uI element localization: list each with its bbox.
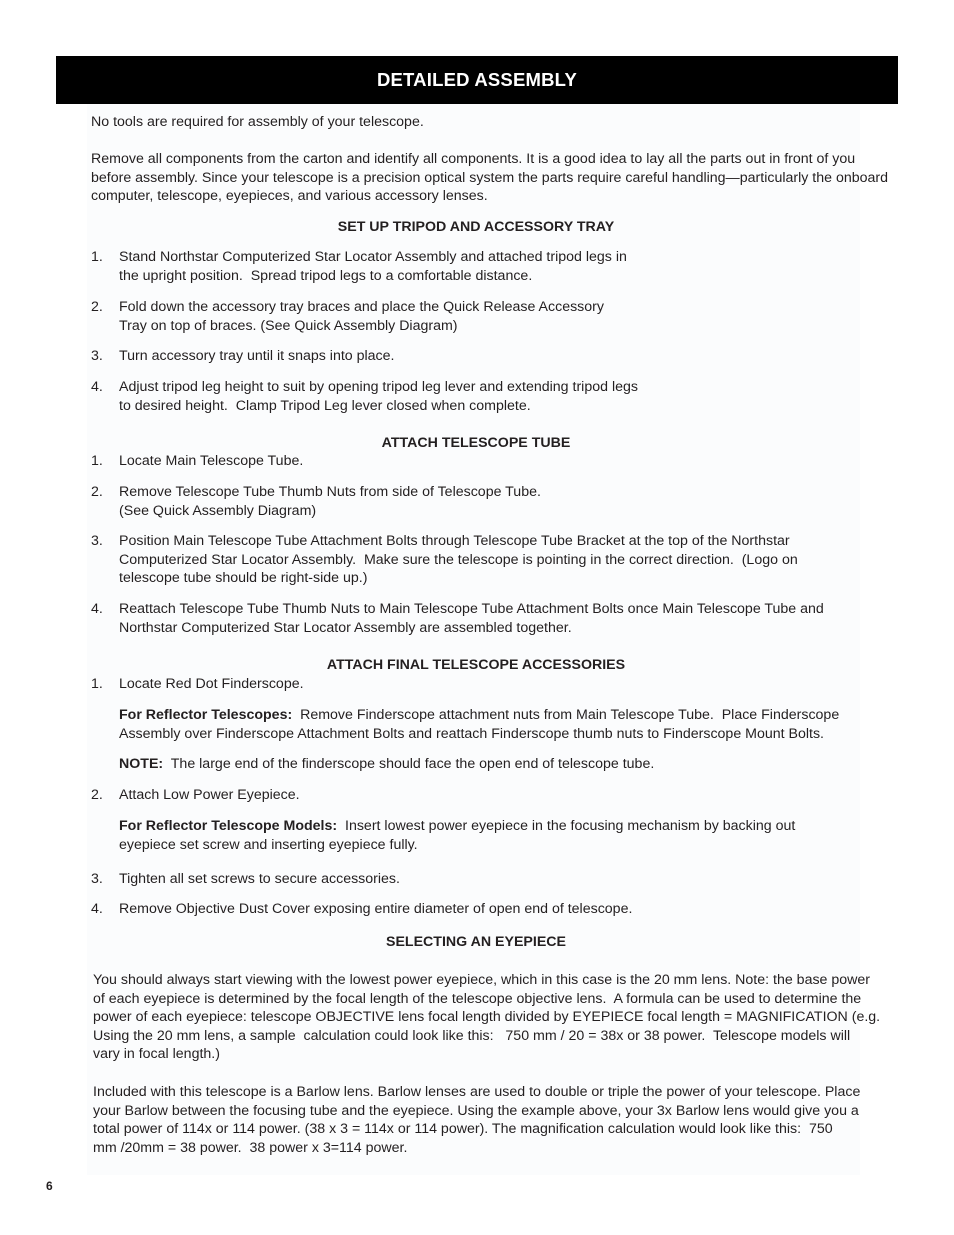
subheading-final-accessories: ATTACH FINAL TELESCOPE ACCESSORIES: [326, 657, 626, 673]
step-text: [119, 452, 303, 471]
page-number: 6: [46, 1179, 53, 1193]
barlow-paragraph: [93, 1083, 860, 1157]
step-text: [119, 600, 824, 637]
subheading-telescope-tube: ATTACH TELESCOPE TUBE: [381, 435, 571, 451]
text-line: Position Main Telescope Tube Attachment Bolts through Telescope Tube Bracket at the top of the Northstar: [119, 533, 790, 549]
text-line: Stand Northstar Computerized Star Locator Assembly and attached tripod legs in: [119, 249, 627, 265]
step-text: [119, 483, 541, 520]
step-number: 1.: [91, 676, 103, 692]
step-number: 3.: [91, 348, 103, 364]
finderscope-note: [119, 755, 654, 774]
text-line: (See Quick Assembly Diagram): [119, 502, 317, 519]
step-number: 3.: [91, 533, 103, 549]
step-number: 4.: [91, 901, 103, 917]
text-line: Turn accessory tray until it snaps into place.: [119, 348, 395, 364]
text-line: mm /20mm = 38 power. 38 power x 3=114 power.: [93, 1139, 408, 1156]
step-text: [119, 378, 638, 415]
note-label: For Reflector Telescope Models:: [119, 818, 338, 834]
intro-paragraph-2: [91, 150, 888, 206]
header-title: DETAILED ASSEMBLY: [376, 68, 578, 90]
reflector-models-note: [119, 817, 795, 854]
text-line: telescope tube should be right-side up.): [119, 570, 368, 587]
text-line: Locate Main Telescope Tube.: [119, 453, 304, 469]
step-text: Tighten all set screws to secure accessories.: [119, 871, 400, 887]
text-line: power of each eyepiece: telescope OBJECTIVE lens focal length divided by EYEPIECE focal length = MAGNIFICATION (e.g.: [93, 1009, 881, 1026]
step-text: [119, 532, 798, 588]
eyepiece-paragraph: [93, 971, 880, 1064]
step-number: 3.: [91, 871, 103, 887]
step-number: 4.: [91, 601, 103, 617]
subheading-selecting-eyepiece: SELECTING AN EYEPIECE: [385, 934, 566, 950]
text-line: of each eyepiece is determined by the focal length of the telescope objective lens. A formula can be used to determine the: [93, 990, 862, 1007]
note-label: NOTE:: [119, 756, 164, 772]
text-line: to desired height. Clamp Tripod Leg lever closed when complete.: [119, 397, 531, 414]
step-text: Remove Objective Dust Cover exposing entire diameter of open end of telescope.: [119, 901, 633, 917]
intro-paragraph-1: No tools are required for assembly of your telescope.: [91, 114, 424, 130]
step-text: [119, 298, 604, 335]
text-line: Using the 20 mm lens, a sample calculation could look like this: 750 mm / 20 = 38x or 38 power. Telescope models will: [93, 1027, 851, 1044]
text-line: vary in focal length.): [93, 1046, 220, 1063]
step-number: 2.: [91, 787, 103, 803]
note-text: Remove Finderscope attachment nuts from Main Telescope Tube. Place Finderscope: [292, 707, 840, 723]
text-line: Remove Telescope Tube Thumb Nuts from side of Telescope Tube.: [119, 484, 541, 500]
text-line: Included with this telescope is a Barlow lens. Barlow lenses are used to double or triple the power of your telescope. Place: [93, 1084, 861, 1100]
text-line: before assembly. Since your telescope is a precision optical system the parts require careful handling—particularly the onboard: [91, 169, 889, 186]
text-line: You should always start viewing with the lowest power eyepiece, which in this case is the 20 mm lens. Note: the base power: [93, 972, 871, 988]
text-line: Remove all components from the carton and identify all components. It is a good idea to lay all the parts out in front of you: [91, 151, 856, 167]
text-line: Tray on top of braces. (See Quick Assembly Diagram): [119, 317, 458, 334]
step-text: [119, 347, 394, 366]
step-text: Attach Low Power Eyepiece.: [119, 787, 300, 803]
note-text: Insert lowest power eyepiece in the focusing mechanism by backing out: [337, 818, 796, 834]
text-line: Fold down the accessory tray braces and place the Quick Release Accessory: [119, 299, 604, 315]
text-line: Northstar Computerized Star Locator Assembly are assembled together.: [119, 619, 572, 636]
step-number: 1.: [91, 249, 103, 265]
note-text: The large end of the finderscope should face the open end of telescope tube.: [163, 756, 655, 772]
note-label: For Reflector Telescopes:: [119, 707, 293, 723]
step-text: [119, 248, 627, 285]
text-line: total power of 114x or 114 power. (38 x 3 = 114x or 114 power). The magnification calculation would look like this: 750: [93, 1121, 833, 1138]
step-number: 1.: [91, 453, 103, 469]
step-number: 4.: [91, 379, 103, 395]
subheading-tripod: SET UP TRIPOD AND ACCESSORY TRAY: [337, 219, 615, 235]
text-line: the upright position. Spread tripod legs to a comfortable distance.: [119, 267, 533, 284]
reflector-telescopes-note: [119, 706, 839, 743]
note-text: eyepiece set screw and inserting eyepiece fully.: [119, 836, 418, 853]
step-number: 2.: [91, 484, 103, 500]
step-text: Locate Red Dot Finderscope.: [119, 676, 304, 692]
text-line: Reattach Telescope Tube Thumb Nuts to Main Telescope Tube Attachment Bolts once Main Telescope Tube and: [119, 601, 824, 617]
step-number: 2.: [91, 299, 103, 315]
text-line: your Barlow between the focusing tube and the eyepiece. Using the example above, your 3x Barlow lens would give you a: [93, 1102, 859, 1119]
text-line: Computerized Star Locator Assembly. Make sure the telescope is pointing in the correct direction. (Logo on: [119, 551, 798, 568]
text-line: computer, telescope, eyepieces, and various accessory lenses.: [91, 188, 488, 205]
section-header: [56, 56, 898, 104]
note-text: Assembly over Finderscope Attachment Bolts and reattach Finderscope thumb nuts to Finderscope Mount Bolts.: [119, 725, 825, 742]
text-line: Adjust tripod leg height to suit by opening tripod leg lever and extending tripod legs: [119, 379, 638, 395]
